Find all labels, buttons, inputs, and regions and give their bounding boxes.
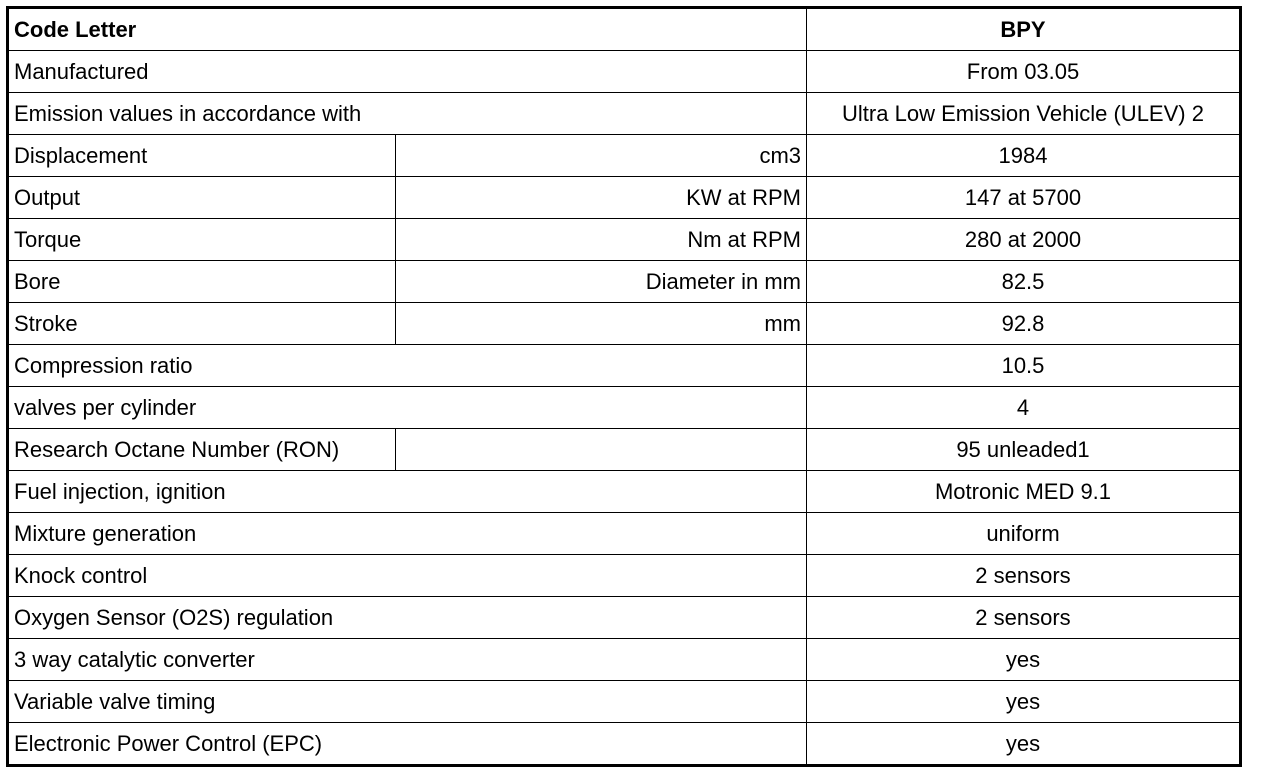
row-value-cell: From 03.05 bbox=[807, 51, 1241, 93]
row-value-cell: 92.8 bbox=[807, 303, 1241, 345]
row-label-cell: Variable valve timing bbox=[8, 681, 807, 723]
row-value-cell: 2 sensors bbox=[807, 555, 1241, 597]
row-label-cell: Torque bbox=[8, 219, 396, 261]
row-value-cell: 82.5 bbox=[807, 261, 1241, 303]
header-value-cell: BPY bbox=[807, 8, 1241, 51]
row-label-cell: Displacement bbox=[8, 135, 396, 177]
row-label-cell: Stroke bbox=[8, 303, 396, 345]
table-row bbox=[8, 639, 1241, 681]
row-label-cell: Knock control bbox=[8, 555, 807, 597]
table-row bbox=[8, 303, 1241, 345]
row-label-cell: 3 way catalytic converter bbox=[8, 639, 807, 681]
row-value-cell: 147 at 5700 bbox=[807, 177, 1241, 219]
table-row bbox=[8, 135, 1241, 177]
row-value-cell: Ultra Low Emission Vehicle (ULEV) 2 bbox=[807, 93, 1241, 135]
table-row bbox=[8, 51, 1241, 93]
row-unit-cell: Nm at RPM bbox=[396, 219, 807, 261]
row-unit-cell bbox=[396, 429, 807, 471]
row-value-cell: 1984 bbox=[807, 135, 1241, 177]
table-row bbox=[8, 681, 1241, 723]
row-unit-cell: mm bbox=[396, 303, 807, 345]
row-label-cell: Mixture generation bbox=[8, 513, 807, 555]
row-value-cell: yes bbox=[807, 639, 1241, 681]
row-label-cell: Electronic Power Control (EPC) bbox=[8, 723, 807, 766]
table-row bbox=[8, 723, 1241, 766]
header-label-cell: Code Letter bbox=[8, 8, 807, 51]
row-label-cell: Fuel injection, ignition bbox=[8, 471, 807, 513]
row-value-cell: 2 sensors bbox=[807, 597, 1241, 639]
header-row bbox=[8, 8, 1241, 51]
row-label-cell: Oxygen Sensor (O2S) regulation bbox=[8, 597, 807, 639]
row-unit-cell: Diameter in mm bbox=[396, 261, 807, 303]
row-label-cell: Research Octane Number (RON) bbox=[8, 429, 396, 471]
table-row bbox=[8, 345, 1241, 387]
row-unit-cell: KW at RPM bbox=[396, 177, 807, 219]
row-label-cell: Manufactured bbox=[8, 51, 807, 93]
engine-spec-table bbox=[6, 6, 1242, 767]
table-row bbox=[8, 555, 1241, 597]
table-row bbox=[8, 93, 1241, 135]
row-label-cell: Compression ratio bbox=[8, 345, 807, 387]
spec-table-body bbox=[8, 8, 1241, 766]
row-label-cell: valves per cylinder bbox=[8, 387, 807, 429]
table-row bbox=[8, 429, 1241, 471]
table-row bbox=[8, 471, 1241, 513]
row-value-cell: yes bbox=[807, 723, 1241, 766]
table-row bbox=[8, 219, 1241, 261]
spec-table-container bbox=[6, 6, 1242, 767]
row-value-cell: yes bbox=[807, 681, 1241, 723]
table-row bbox=[8, 177, 1241, 219]
row-value-cell: Motronic MED 9.1 bbox=[807, 471, 1241, 513]
table-row bbox=[8, 387, 1241, 429]
table-row bbox=[8, 597, 1241, 639]
row-label-cell: Output bbox=[8, 177, 396, 219]
row-value-cell: 10.5 bbox=[807, 345, 1241, 387]
row-value-cell: 95 unleaded1 bbox=[807, 429, 1241, 471]
row-value-cell: uniform bbox=[807, 513, 1241, 555]
row-label-cell: Bore bbox=[8, 261, 396, 303]
table-row bbox=[8, 261, 1241, 303]
row-value-cell: 4 bbox=[807, 387, 1241, 429]
row-value-cell: 280 at 2000 bbox=[807, 219, 1241, 261]
table-row bbox=[8, 513, 1241, 555]
row-label-cell: Emission values in accordance with bbox=[8, 93, 807, 135]
row-unit-cell: cm3 bbox=[396, 135, 807, 177]
